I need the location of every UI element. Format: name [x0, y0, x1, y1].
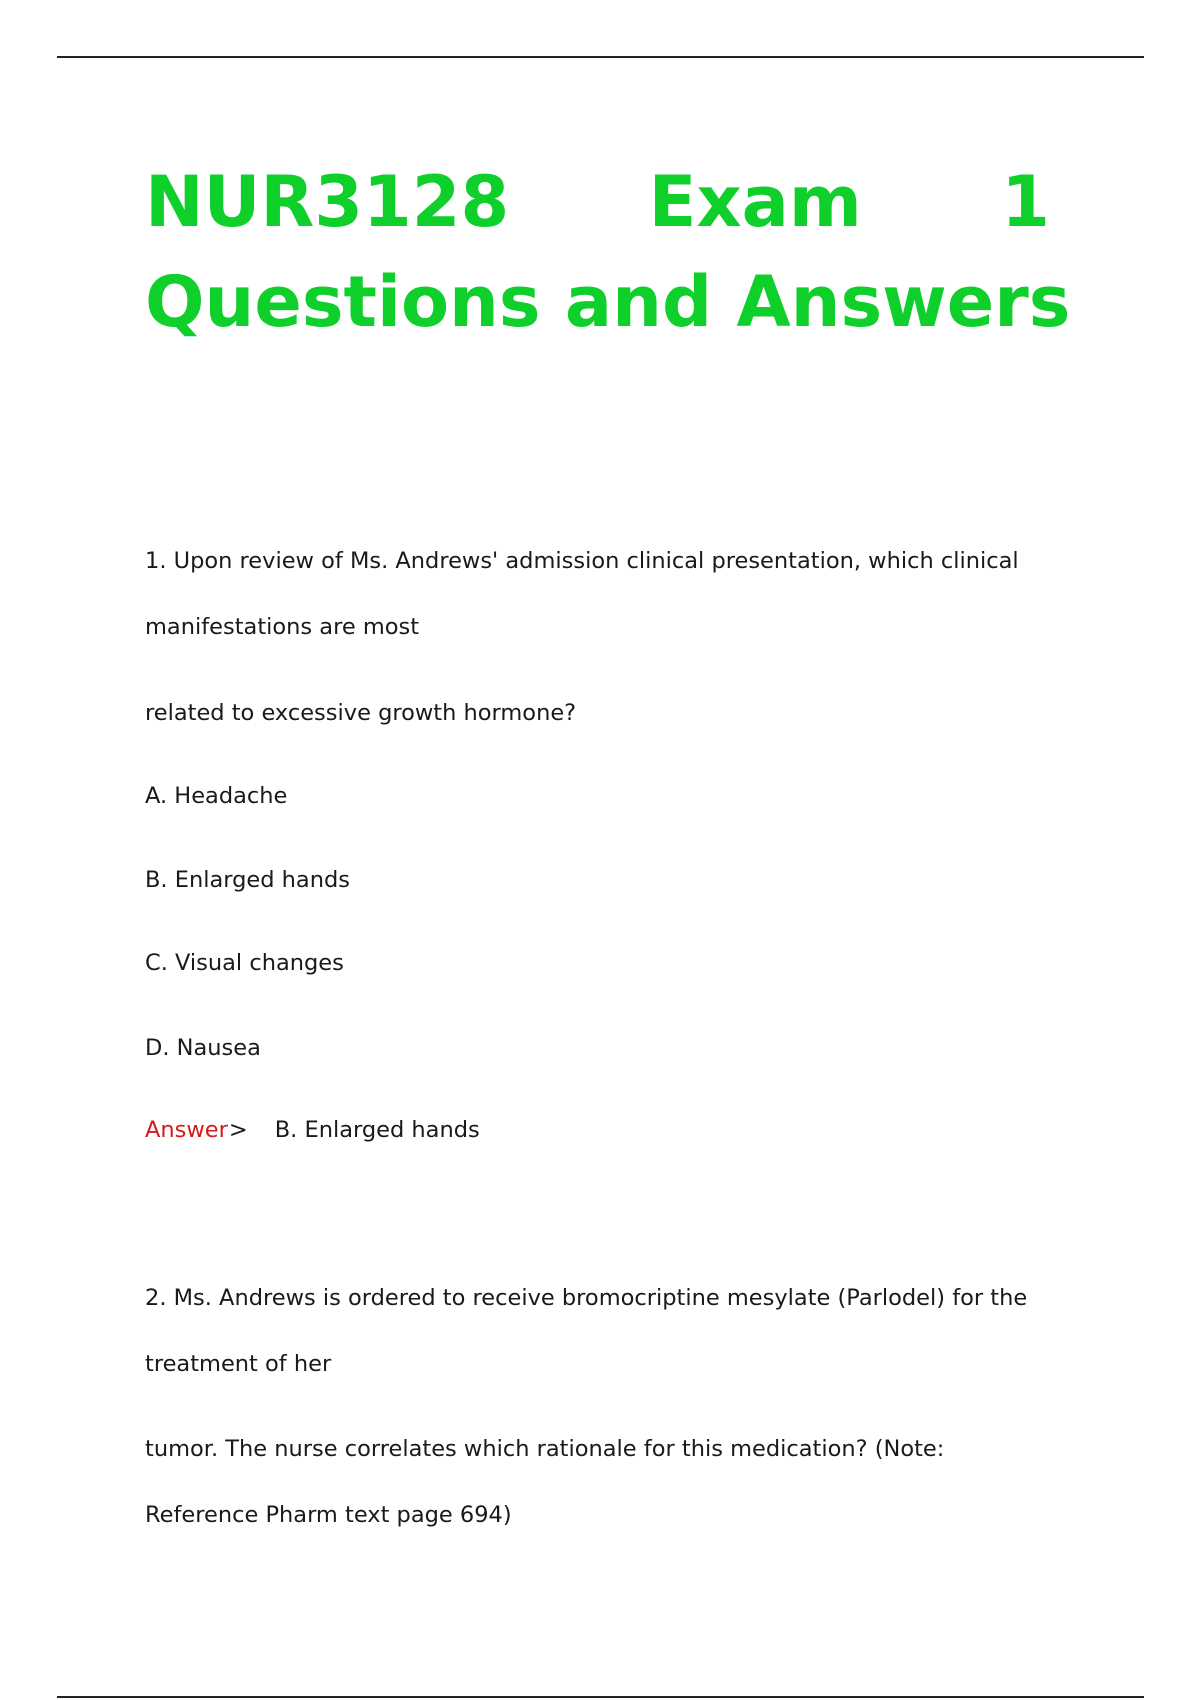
question-1-option-c: C. Visual changes — [145, 950, 344, 976]
question-1-line-2: manifestations are most — [145, 614, 420, 640]
title-line-2: Questions and Answers — [145, 261, 1071, 343]
question-1-option-a: A. Headache — [145, 783, 288, 809]
question-2-line-2: treatment of her — [145, 1351, 332, 1377]
question-1-line-1: 1. Upon review of Ms. Andrews' admission clinical presentation, which clinical — [145, 548, 1019, 574]
title-line-1 — [145, 152, 1050, 252]
question-1-answer — [145, 1115, 480, 1145]
answer-label: Answer — [145, 1117, 228, 1143]
title-course-code: NUR3128 — [145, 161, 510, 243]
answer-arrow: > — [228, 1117, 248, 1143]
bottom-rule — [57, 1696, 1144, 1698]
title-exam-word: Exam — [648, 161, 862, 243]
question-1-option-b: B. Enlarged hands — [145, 867, 350, 893]
top-rule — [57, 56, 1144, 58]
question-1-line-3: related to excessive growth hormone? — [145, 700, 577, 726]
question-2-line-3: tumor. The nurse correlates which rationale for this medication? (Note: — [145, 1436, 945, 1462]
title-exam-number: 1 — [1001, 161, 1050, 243]
question-1-option-d: D. Nausea — [145, 1035, 261, 1061]
question-2-line-4: Reference Pharm text page 694) — [145, 1502, 512, 1528]
question-2-line-1: 2. Ms. Andrews is ordered to receive bromocriptine mesylate (Parlodel) for the — [145, 1285, 1028, 1311]
answer-value: B. Enlarged hands — [274, 1117, 480, 1143]
document-title — [145, 152, 1071, 352]
